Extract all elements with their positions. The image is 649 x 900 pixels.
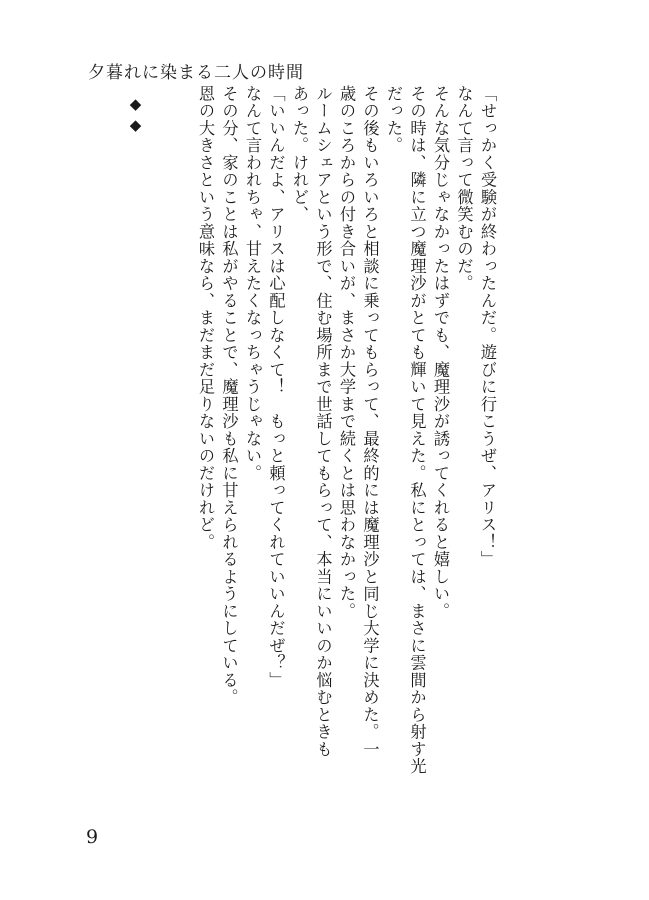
section-break-diamonds: ◆◆	[126, 95, 145, 137]
text-line: 歳のころからの付き合いが、まさか大学まで続くとは思わなかった。	[337, 85, 356, 620]
text-line: ルームシェアという形で、住む場所まで世話してもらって、本当にいいのか悩むときも	[313, 85, 333, 758]
text-line: 恩の大きさという意味なら、まだまだ足りないのだけれど。	[196, 85, 215, 551]
page-number: 9	[86, 826, 99, 848]
text-line: そんな気分じゃなかったはずでも、魔理沙が誘ってくれると嬉しい。	[431, 85, 450, 620]
text-line: その後もいろいろと相談に乗ってもらって、最終的には魔理沙と同じ大学に決めた。一	[360, 85, 380, 758]
text-line: なんて言われちゃ、甘えたくなっちゃうじゃない。	[243, 85, 262, 482]
text-line: なんて言って微笑むのだ。	[454, 85, 474, 292]
text-line: だった。	[384, 85, 403, 154]
running-head-title: 夕暮れに染まる二人の時間	[88, 63, 304, 83]
text-line: 「せっかく受験が終わったんだ。遊びに行こうぜ、アリス！」	[478, 85, 497, 568]
text-line: その時は、隣に立つ魔理沙がとても輝いて見えた。私にとっては、まさに雲間から射す光	[407, 85, 427, 775]
text-line: その分、家のことは私がやることで、魔理沙も私に甘えられるようにしている。	[219, 85, 239, 706]
blank-line	[100, 85, 124, 805]
blank-line	[170, 85, 194, 805]
text-line: 「いいんだよ、アリスは心配しなくて！ もっと頼ってくれていいんだぜ？」	[266, 85, 286, 689]
blank-line	[76, 85, 100, 805]
blank-line	[147, 85, 171, 805]
text-line: あった。けれど、	[290, 85, 309, 223]
vertical-text-body	[75, 85, 499, 805]
